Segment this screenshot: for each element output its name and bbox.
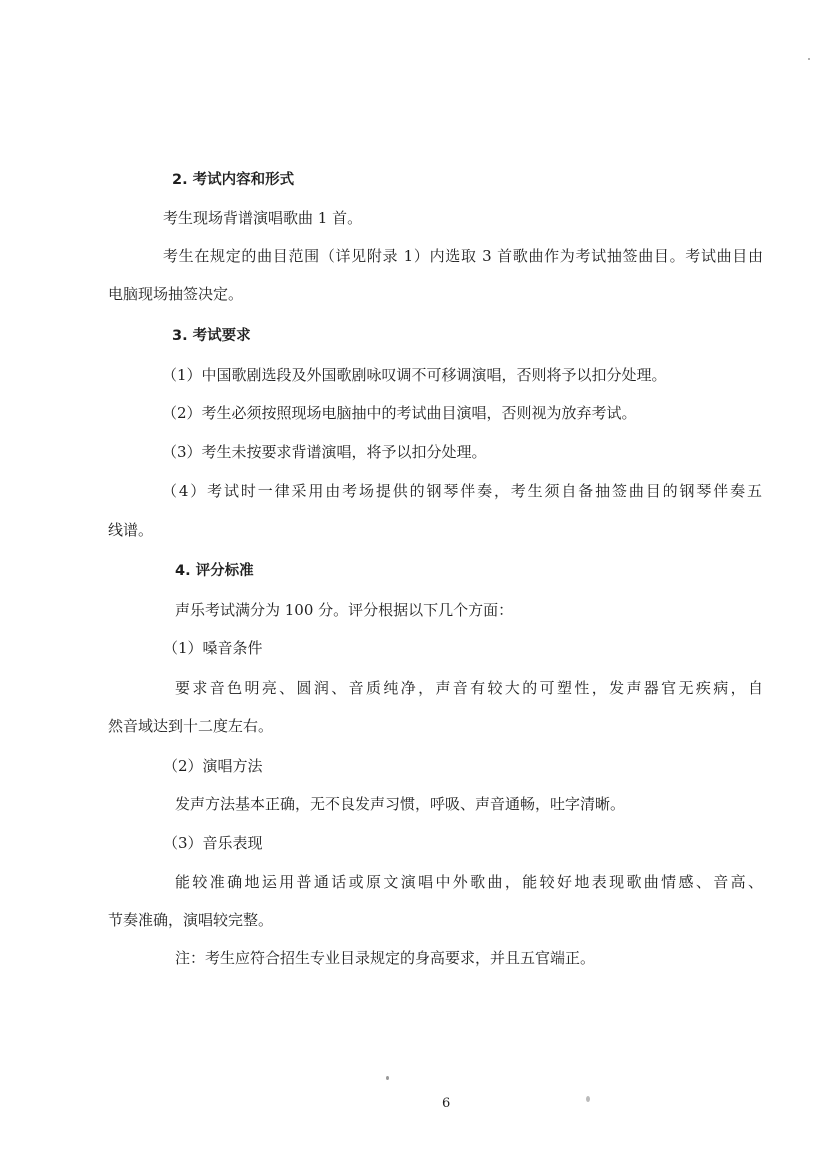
paragraph-line: 发声方法基本正确，无不良发声习惯，呼吸、声音通畅，吐字清晰。: [175, 795, 626, 813]
section-heading-3: 3. 考试要求: [172, 328, 251, 344]
list-item: （3）考生未按要求背谱演唱，将予以扣分处理。: [162, 443, 487, 461]
paragraph-line: 声乐考试满分为 100 分。评分根据以下几个方面：: [175, 601, 514, 619]
scan-speck: [808, 58, 810, 60]
list-item: （4）考试时一律采用由考场提供的钢琴伴奏，考生须自备抽签曲目的钢琴伴奏五: [162, 482, 762, 500]
subheading: （1）嗓音条件: [163, 639, 263, 657]
subheading: （2）演唱方法: [163, 757, 263, 775]
scan-speck: [586, 1096, 590, 1102]
paragraph-line: 考生现场背谱演唱歌曲 1 首。: [163, 209, 363, 227]
paragraph-line: 节奏准确，演唱较完整。: [108, 911, 274, 929]
paragraph-line: 然音域达到十二度左右。: [108, 717, 274, 735]
paragraph-line: 线谱。: [108, 521, 154, 539]
list-item: （1）中国歌剧选段及外国歌剧咏叹调不可移调演唱，否则将予以扣分处理。: [162, 366, 667, 384]
paragraph-line: 能较准确地运用普通话或原文演唱中外歌曲，能较好地表现歌曲情感、音高、: [175, 873, 763, 891]
section-heading-2: 2. 考试内容和形式: [172, 172, 295, 188]
page-number: 6: [442, 1096, 451, 1111]
scan-speck: [386, 1076, 389, 1080]
paragraph-line: 电脑现场抽签决定。: [108, 285, 244, 303]
note-line: 注：考生应符合招生专业目录规定的身高要求，并且五官端正。: [175, 949, 596, 967]
paragraph-line: 考生在规定的曲目范围（详见附录 1）内选取 3 首歌曲作为考试抽签曲目。考试曲目由: [163, 247, 763, 265]
subheading: （3）音乐表现: [163, 834, 263, 852]
paragraph-line: 要求音色明亮、圆润、音质纯净，声音有较大的可塑性，发声器官无疾病，自: [175, 679, 763, 697]
section-heading-4: 4. 评分标准: [175, 563, 254, 579]
list-item: （2）考生必须按照现场电脑抽中的考试曲目演唱，否则视为放弃考试。: [162, 404, 637, 422]
